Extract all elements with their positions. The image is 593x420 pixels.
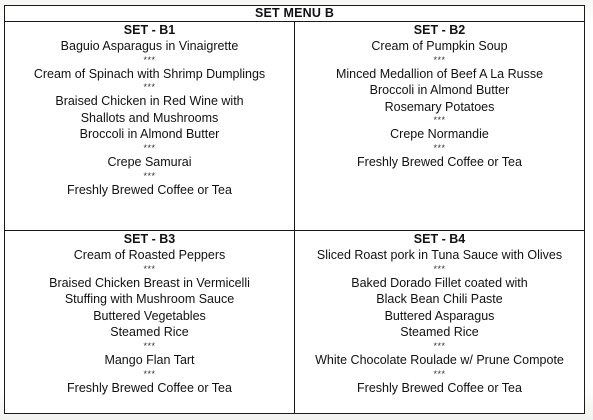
menu-item: Freshly Brewed Coffee or Tea <box>357 380 522 395</box>
course-separator: *** <box>143 82 156 93</box>
course-separator: *** <box>433 340 446 351</box>
course-separator: *** <box>143 340 156 351</box>
course-separator: *** <box>143 170 156 181</box>
set-b1-cell <box>5 22 295 231</box>
course-separator: *** <box>433 263 446 274</box>
course-separator: *** <box>143 263 156 274</box>
menu-item: Buttered Vegetables <box>93 308 206 323</box>
menu-item: Mango Flan Tart <box>104 352 195 367</box>
menu-item: Buttered Asparagus <box>384 308 495 323</box>
menu-title: SET MENU B <box>5 6 585 22</box>
menu-item: Braised Chicken in Red Wine with <box>55 94 244 109</box>
course-separator: *** <box>433 115 446 126</box>
course-separator: *** <box>433 142 446 153</box>
menu-item: White Chocolate Roulade w/ Prune Compote <box>315 352 564 367</box>
set-b2-cell <box>295 22 585 231</box>
menu-item: Freshly Brewed Coffee or Tea <box>67 182 232 197</box>
menu-item: Baked Dorado Fillet coated with <box>351 275 528 290</box>
menu-item: Minced Medallion of Beef A La Russe <box>335 66 544 81</box>
menu-item: Baguio Asparagus in Vinaigrette <box>60 39 239 53</box>
menu-item: Freshly Brewed Coffee or Tea <box>67 380 232 395</box>
menu-item: Cream of Pumpkin Soup <box>371 39 508 53</box>
menu-item: Freshly Brewed Coffee or Tea <box>357 154 522 169</box>
menu-item: Cream of Spinach with Shrimp Dumplings <box>33 66 266 81</box>
set-b4-cell <box>295 231 585 414</box>
set-title: SET - B2 <box>413 23 466 37</box>
set-title: SET - B3 <box>123 232 176 246</box>
menu-item: Sliced Roast pork in Tuna Sauce with Olives <box>316 248 563 262</box>
set-b3-cell <box>5 231 295 414</box>
menu-item: Shallots and Mushrooms <box>80 110 219 125</box>
menu-item: Braised Chicken Breast in Vermicelli <box>49 275 250 290</box>
menu-item: Black Bean Chili Paste <box>376 292 503 307</box>
menu-item: Steamed Rice <box>400 325 479 340</box>
menu-item: Broccoli in Almond Butter <box>79 127 220 142</box>
course-separator: *** <box>433 54 446 65</box>
menu-item: Crepe Samurai <box>107 154 192 169</box>
set-title: SET - B1 <box>123 23 176 37</box>
course-separator: *** <box>143 368 156 379</box>
menu-item: Broccoli in Almond Butter <box>369 83 510 98</box>
set-title: SET - B4 <box>413 232 466 246</box>
menu-item: Rosemary Potatoes <box>384 99 495 114</box>
menu-item: Crepe Normandie <box>390 127 489 142</box>
course-separator: *** <box>143 54 156 65</box>
set-menu-table <box>4 5 585 414</box>
course-separator: *** <box>433 368 446 379</box>
menu-item: Stuffing with Mushroom Sauce <box>64 292 235 307</box>
menu-item: Steamed Rice <box>110 325 189 340</box>
menu-item: Cream of Roasted Peppers <box>73 248 226 262</box>
course-separator: *** <box>143 142 156 153</box>
